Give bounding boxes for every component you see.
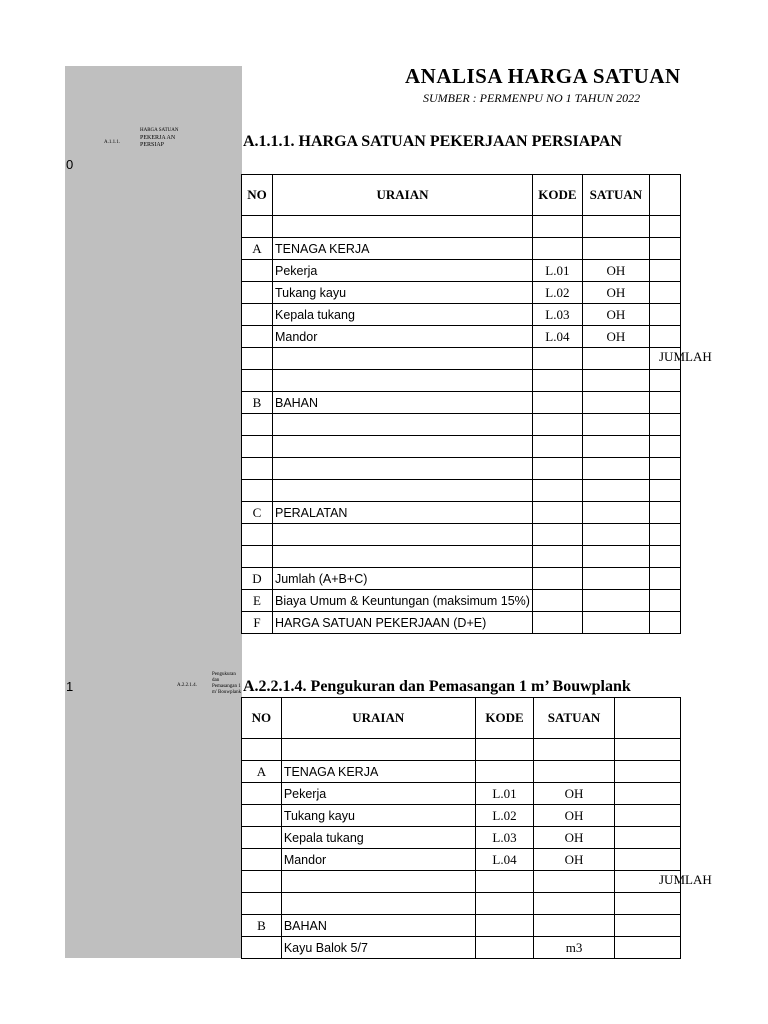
cell-kode [475, 871, 534, 893]
cell-uraian: Kepala tukang [281, 827, 475, 849]
cell-extra [649, 392, 680, 414]
cell-satuan [534, 761, 614, 783]
cell-kode [532, 436, 582, 458]
cell-extra [614, 827, 680, 849]
cell-satuan [582, 370, 649, 392]
row-number: 1 [66, 679, 74, 694]
table-row [242, 524, 681, 546]
cell-satuan [582, 392, 649, 414]
cell-no [242, 326, 273, 348]
cell-satuan [582, 480, 649, 502]
cell-kode [532, 502, 582, 524]
cell-no [242, 546, 273, 568]
cell-extra [614, 805, 680, 827]
cell-satuan: OH [582, 260, 649, 282]
cell-satuan [582, 436, 649, 458]
table-row [242, 783, 681, 805]
cell-no [242, 436, 273, 458]
cell-uraian: Pekerja [281, 783, 475, 805]
cell-no [242, 458, 273, 480]
cell-kode: L.03 [532, 304, 582, 326]
cell-no [242, 827, 282, 849]
cell-kode: L.03 [475, 827, 534, 849]
cell-uraian: Pekerja [272, 260, 532, 282]
cell-extra [614, 783, 680, 805]
cell-kode [532, 238, 582, 260]
table-row [242, 414, 681, 436]
cell-uraian: Mandor [281, 849, 475, 871]
cell-uraian [272, 546, 532, 568]
table-row [242, 480, 681, 502]
cell-kode [532, 590, 582, 612]
cell-satuan [582, 524, 649, 546]
cell-kode: L.02 [532, 282, 582, 304]
side-label-top: HARGA SATUAN [140, 128, 179, 133]
table-row [242, 458, 681, 480]
cell-kode: L.02 [475, 805, 534, 827]
side-label: Pengukuran dan Pemasangan 1 m' Bouwplank [212, 672, 242, 695]
table-row [242, 849, 681, 871]
cell-satuan: OH [534, 827, 614, 849]
table-row [242, 304, 681, 326]
cell-satuan: OH [582, 304, 649, 326]
cell-kode [532, 546, 582, 568]
cell-kode: L.01 [475, 783, 534, 805]
cell-kode [532, 458, 582, 480]
cell-kode [532, 414, 582, 436]
cell-satuan: OH [582, 326, 649, 348]
cell-uraian: TENAGA KERJA [281, 761, 475, 783]
cell-no [242, 739, 282, 761]
header-extra [614, 698, 680, 739]
cell-satuan [582, 238, 649, 260]
section-title: A.2.2.1.4. Pengukuran dan Pemasangan 1 m’ Bouwplank [243, 678, 631, 695]
table-row [242, 612, 681, 634]
cell-kode [475, 937, 534, 959]
cell-no [242, 937, 282, 959]
cell-uraian: BAHAN [272, 392, 532, 414]
cell-satuan: OH [534, 783, 614, 805]
cell-kode [532, 216, 582, 238]
cell-kode [532, 612, 582, 634]
section-title: A.1.1.1. HARGA SATUAN PEKERJAAN PERSIAPAN [243, 133, 622, 150]
cell-uraian [272, 480, 532, 502]
cell-no [242, 893, 282, 915]
cell-extra [649, 304, 680, 326]
cell-no [242, 805, 282, 827]
cell-kode [532, 370, 582, 392]
subtotal-label: JUMLAH [659, 872, 712, 887]
table-row [242, 326, 681, 348]
cell-extra [649, 590, 680, 612]
cell-no: E [242, 590, 273, 612]
cell-no [242, 260, 273, 282]
table-body [242, 739, 681, 959]
cell-kode [475, 761, 534, 783]
analysis-table [241, 174, 681, 634]
header-extra [649, 175, 680, 216]
cell-kode [532, 568, 582, 590]
cell-kode [475, 739, 534, 761]
cell-satuan: OH [534, 805, 614, 827]
cell-uraian: TENAGA KERJA [272, 238, 532, 260]
cell-satuan [582, 414, 649, 436]
cell-extra [649, 480, 680, 502]
side-code: A.2.2.1.4. [177, 683, 197, 688]
cell-no: C [242, 502, 273, 524]
cell-kode: L.01 [532, 260, 582, 282]
cell-extra [649, 436, 680, 458]
cell-no: D [242, 568, 273, 590]
cell-no [242, 216, 273, 238]
cell-satuan [582, 590, 649, 612]
cell-extra [649, 260, 680, 282]
table-row [242, 260, 681, 282]
cell-uraian: PERALATAN [272, 502, 532, 524]
cell-kode [532, 348, 582, 370]
table-row [242, 216, 681, 238]
table-row [242, 871, 681, 893]
cell-extra [649, 546, 680, 568]
table-row [242, 893, 681, 915]
cell-uraian [272, 414, 532, 436]
cell-satuan [582, 458, 649, 480]
cell-satuan [534, 893, 614, 915]
cell-extra [649, 282, 680, 304]
table-row [242, 827, 681, 849]
cell-satuan [582, 348, 649, 370]
table-row [242, 238, 681, 260]
side-label: PEKERJA AN PERSIAP [140, 135, 176, 148]
cell-no: A [242, 761, 282, 783]
cell-no: A [242, 238, 273, 260]
cell-extra [649, 612, 680, 634]
header-uraian: URAIAN [281, 698, 475, 739]
cell-uraian [281, 893, 475, 915]
table-row [242, 915, 681, 937]
cell-kode: L.04 [475, 849, 534, 871]
cell-uraian: Tukang kayu [272, 282, 532, 304]
cell-uraian: Biaya Umum & Keuntungan (maksimum 15%) [272, 590, 532, 612]
cell-extra [614, 937, 680, 959]
cell-extra [649, 414, 680, 436]
table-header-row [242, 175, 681, 216]
cell-no [242, 871, 282, 893]
table-row [242, 805, 681, 827]
cell-kode [475, 915, 534, 937]
cell-no [242, 524, 273, 546]
cell-kode [532, 480, 582, 502]
cell-no: B [242, 392, 273, 414]
cell-satuan: OH [534, 849, 614, 871]
cell-satuan [582, 502, 649, 524]
header-kode: KODE [532, 175, 582, 216]
side-code: A.1.1.1. [104, 140, 121, 145]
cell-no [242, 282, 273, 304]
header-kode: KODE [475, 698, 534, 739]
cell-kode [475, 893, 534, 915]
cell-extra [649, 502, 680, 524]
table-row [242, 937, 681, 959]
cell-extra [649, 524, 680, 546]
table-body [242, 216, 681, 634]
table-row [242, 348, 681, 370]
cell-no [242, 414, 273, 436]
cell-extra [649, 216, 680, 238]
cell-no: F [242, 612, 273, 634]
cell-extra [614, 761, 680, 783]
cell-kode [532, 524, 582, 546]
table-row [242, 739, 681, 761]
cell-satuan [582, 612, 649, 634]
table-row [242, 568, 681, 590]
cell-satuan [582, 546, 649, 568]
cell-uraian [272, 524, 532, 546]
cell-extra [614, 915, 680, 937]
cell-uraian [272, 458, 532, 480]
table-row [242, 546, 681, 568]
cell-uraian: HARGA SATUAN PEKERJAAN (D+E) [272, 612, 532, 634]
cell-uraian [272, 216, 532, 238]
cell-uraian: Mandor [272, 326, 532, 348]
cell-kode [532, 392, 582, 414]
table-row [242, 761, 681, 783]
header-satuan: SATUAN [582, 175, 649, 216]
table-row [242, 370, 681, 392]
table-row [242, 436, 681, 458]
cell-satuan [582, 216, 649, 238]
cell-no [242, 370, 273, 392]
table-row [242, 392, 681, 414]
cell-no [242, 304, 273, 326]
cell-extra [649, 370, 680, 392]
cell-uraian: Kayu Balok 5/7 [281, 937, 475, 959]
cell-uraian [272, 348, 532, 370]
table-row [242, 502, 681, 524]
cell-extra [649, 326, 680, 348]
table-header-row [242, 698, 681, 739]
cell-uraian: BAHAN [281, 915, 475, 937]
analysis-table [241, 697, 681, 959]
cell-satuan [534, 739, 614, 761]
cell-satuan: m3 [534, 937, 614, 959]
cell-satuan [534, 915, 614, 937]
cell-no [242, 480, 273, 502]
cell-no [242, 849, 282, 871]
cell-uraian [272, 436, 532, 458]
table-row [242, 590, 681, 612]
cell-uraian: Kepala tukang [272, 304, 532, 326]
subtotal-label: JUMLAH [659, 349, 712, 364]
cell-satuan: OH [582, 282, 649, 304]
cell-kode: L.04 [532, 326, 582, 348]
cell-extra [649, 568, 680, 590]
cell-no [242, 783, 282, 805]
page-title: ANALISA HARGA SATUAN [405, 64, 681, 88]
cell-uraian [281, 871, 475, 893]
page-subtitle: SUMBER : PERMENPU NO 1 TAHUN 2022 [423, 91, 641, 105]
header-no: NO [242, 175, 273, 216]
cell-extra [614, 739, 680, 761]
cell-extra [649, 458, 680, 480]
cell-extra [614, 849, 680, 871]
cell-uraian [281, 739, 475, 761]
cell-satuan [534, 871, 614, 893]
cell-uraian: Jumlah (A+B+C) [272, 568, 532, 590]
cell-satuan [582, 568, 649, 590]
cell-extra [649, 238, 680, 260]
cell-uraian: Tukang kayu [281, 805, 475, 827]
row-number: 0 [66, 157, 74, 172]
cell-no: B [242, 915, 282, 937]
cell-uraian [272, 370, 532, 392]
table-row [242, 282, 681, 304]
header-no: NO [242, 698, 282, 739]
cell-no [242, 348, 273, 370]
cell-extra [614, 893, 680, 915]
header-satuan: SATUAN [534, 698, 614, 739]
header-uraian: URAIAN [272, 175, 532, 216]
